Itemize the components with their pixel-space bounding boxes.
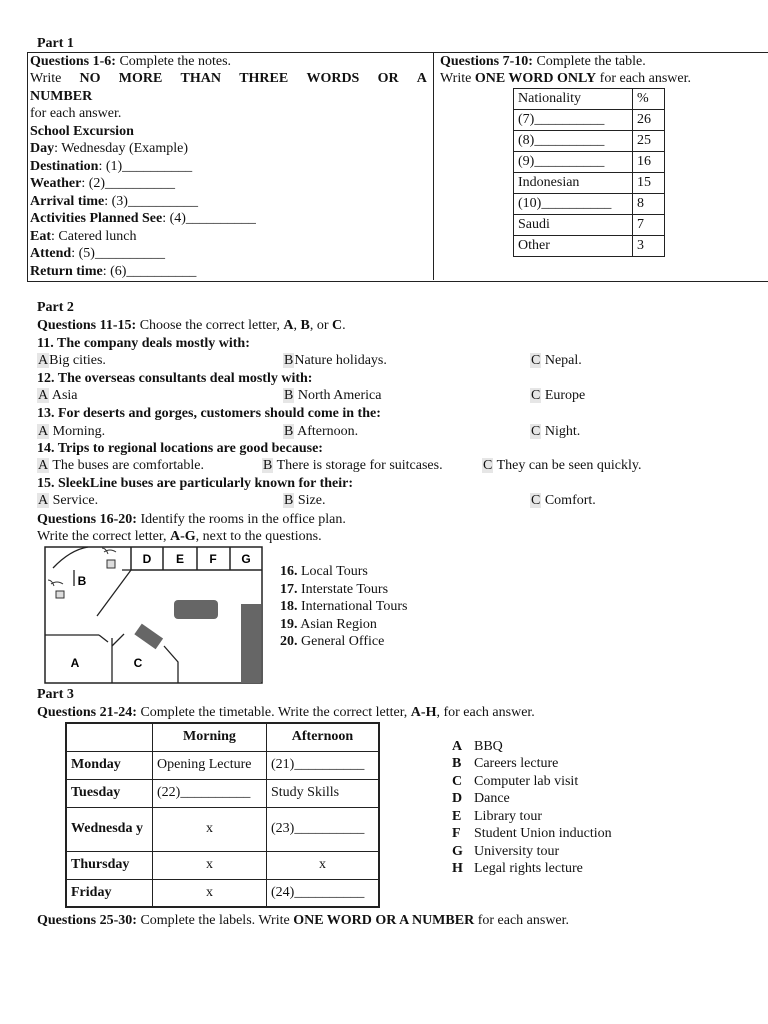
plan-item-16: 16. Local Tours (280, 564, 368, 579)
q1-6-each: for each answer. (30, 106, 122, 121)
part3-title: Part 3 (37, 687, 74, 702)
table-row (514, 110, 665, 131)
table-row (66, 851, 379, 879)
table-row (66, 723, 379, 751)
notes-row-return: Return time: (6)__________ (30, 264, 197, 279)
table-cell: (22)__________ (153, 779, 267, 807)
notes-row-destination: Destination: (1)__________ (30, 159, 193, 174)
table-cell: Wednesda y (66, 807, 153, 851)
table-cell: Opening Lecture (153, 751, 267, 779)
table-row (514, 194, 665, 215)
table-cell: (24)__________ (267, 879, 380, 907)
q1-6-limit: Write NO MORE THAN THREE WORDS OR A (30, 71, 427, 86)
table-cell: (8)__________ (514, 131, 633, 152)
table-cell: Study Skills (267, 779, 380, 807)
option-f: F Student Union induction (452, 826, 612, 841)
table-row (66, 751, 379, 779)
table-cell: 15 (633, 173, 665, 194)
plant-icon (107, 560, 115, 568)
q16-20-write: Write the correct letter, A-G, next to the questions. (37, 529, 322, 544)
option-c: C Computer lab visit (452, 774, 579, 789)
table-cell: x (267, 851, 380, 879)
table-cell: (9)__________ (514, 152, 633, 173)
room-label-a: A (70, 656, 80, 670)
notes-row-weather: Weather: (2)__________ (30, 176, 176, 191)
table-cell: (7)__________ (514, 110, 633, 131)
table-row (66, 779, 379, 807)
plan-item-19: 19. Asian Region (280, 617, 377, 632)
room-label-g: G (241, 552, 251, 566)
table-cell: Other (514, 236, 633, 257)
table-row (66, 879, 379, 907)
question-12: 12. The overseas consultants deal mostly with: (37, 371, 313, 386)
table-header: % (633, 89, 665, 110)
table-cell: Saudi (514, 215, 633, 236)
q13-option-a[interactable]: A Morning. (38, 424, 106, 439)
q1-6-instruction: Questions 1-6: Complete the notes. (30, 54, 232, 69)
option-d: D Dance (452, 791, 510, 806)
table-row (514, 215, 665, 236)
notes-heading: School Excursion (30, 124, 134, 139)
q11-option-c[interactable]: C Nepal. (531, 353, 582, 368)
q13-option-b[interactable]: B Afternoon. (284, 424, 359, 439)
option-h: H Legal rights lecture (452, 861, 583, 876)
q12-option-b[interactable]: B North America (284, 388, 382, 403)
table-row (66, 807, 379, 851)
table-cell: Indonesian (514, 173, 633, 194)
question-11: 11. The company deals mostly with: (37, 336, 250, 351)
plan-item-18: 18. International Tours (280, 599, 408, 614)
question-13: 13. For deserts and gorges, customers should come in the: (37, 406, 381, 421)
plan-item-20: 20. General Office (280, 634, 385, 649)
q15-option-b[interactable]: B Size. (284, 493, 326, 508)
option-e: E Library tour (452, 809, 543, 824)
plan-desk (241, 604, 261, 683)
table-cell: 26 (633, 110, 665, 131)
office-plan (44, 546, 263, 684)
table-cell: x (153, 807, 267, 851)
plan-desk (174, 600, 218, 619)
part1-divider (433, 52, 434, 280)
table-cell: 25 (633, 131, 665, 152)
q25-30-instruction: Questions 25-30: Complete the labels. Write ONE WORD OR A NUMBER for each answer. (37, 913, 570, 928)
table-row (514, 236, 665, 257)
q14-option-b[interactable]: B There is storage for suitcases. (263, 458, 443, 473)
table-row (514, 173, 665, 194)
table-cell: x (153, 879, 267, 907)
q11-option-a[interactable]: ABig cities. (38, 353, 106, 368)
q1-6-limit-end: NUMBER (30, 89, 93, 104)
table-header: Afternoon (267, 723, 380, 751)
notes-row-attend: Attend: (5)__________ (30, 246, 165, 261)
table-row (514, 131, 665, 152)
table-header: Morning (153, 723, 267, 751)
table-cell: x (153, 851, 267, 879)
q12-option-c[interactable]: C Europe (531, 388, 586, 403)
q21-24-instruction: Questions 21-24: Complete the timetable. Write the correct letter, A-H, for each answer. (37, 705, 535, 720)
room-label-f: F (209, 552, 217, 566)
q15-option-c[interactable]: C Comfort. (531, 493, 596, 508)
notes-row-activities: Activities Planned See: (4)__________ (30, 211, 256, 226)
q14-option-c[interactable]: C They can be seen quickly. (483, 458, 642, 473)
plant-icon (56, 591, 64, 598)
table-cell: (21)__________ (267, 751, 380, 779)
table-header (66, 723, 153, 751)
nationality-table (513, 88, 665, 257)
option-a: A BBQ (452, 739, 503, 754)
room-label-b: B (77, 574, 87, 588)
table-cell: 8 (633, 194, 665, 215)
plan-item-17: 17. Interstate Tours (280, 582, 389, 597)
q16-20-instruction: Questions 16-20: Identify the rooms in the office plan. (37, 512, 346, 527)
question-14: 14. Trips to regional locations are good because: (37, 441, 323, 456)
part2-title: Part 2 (37, 300, 74, 315)
part1-title: Part 1 (37, 36, 74, 51)
option-b: B Careers lecture (452, 756, 559, 771)
q15-option-a[interactable]: A Service. (38, 493, 99, 508)
notes-row-eat: Eat: Catered lunch (30, 229, 137, 244)
table-cell: Monday (66, 751, 153, 779)
q11-option-b[interactable]: BNature holidays. (284, 353, 387, 368)
table-cell: 3 (633, 236, 665, 257)
option-g: G University tour (452, 844, 560, 859)
table-cell: Tuesday (66, 779, 153, 807)
q14-option-a[interactable]: A The buses are comfortable. (38, 458, 204, 473)
notes-row-arrival: Arrival time: (3)__________ (30, 194, 198, 209)
table-cell: Thursday (66, 851, 153, 879)
room-label-d: D (142, 552, 152, 566)
table-row (514, 152, 665, 173)
timetable (65, 722, 380, 908)
table-cell: 7 (633, 215, 665, 236)
room-label-e: E (175, 552, 185, 566)
table-cell: 16 (633, 152, 665, 173)
table-cell: (10)__________ (514, 194, 633, 215)
q7-10-limit: Write ONE WORD ONLY for each answer. (440, 71, 692, 86)
q7-10-instruction: Questions 7-10: Complete the table. (440, 54, 646, 69)
question-15: 15. SleekLine buses are particularly known for their: (37, 476, 354, 491)
table-cell: (23)__________ (267, 807, 380, 851)
table-cell: Friday (66, 879, 153, 907)
q13-option-c[interactable]: C Night. (531, 424, 581, 439)
notes-row-day: Day: Wednesday (Example) (30, 141, 189, 156)
room-label-c: C (133, 656, 143, 670)
q12-option-a[interactable]: A Asia (38, 388, 78, 403)
table-row (514, 89, 665, 110)
q11-15-instruction: Questions 11-15: Choose the correct letter, A, B, or C. (37, 318, 346, 333)
table-header: Nationality (514, 89, 633, 110)
